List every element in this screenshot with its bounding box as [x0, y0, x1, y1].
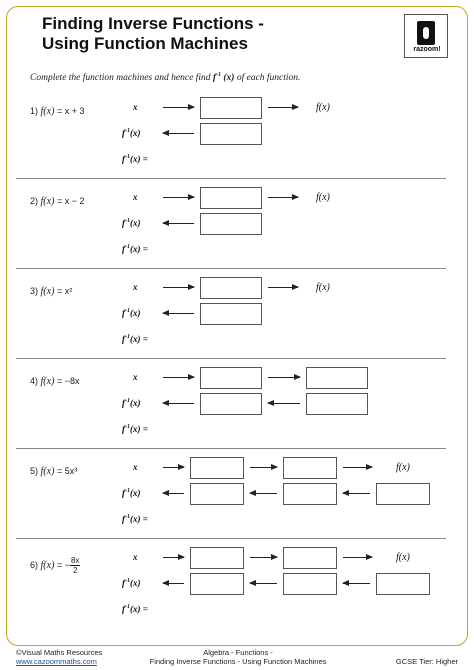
- question-function: f(x): [40, 376, 55, 387]
- inverse-machine-box[interactable]: [376, 573, 430, 595]
- question-label: [30, 196, 84, 207]
- forward-arrow: [250, 467, 277, 468]
- forward-arrow: [163, 377, 194, 378]
- finv-sup: -1: [125, 604, 130, 610]
- question-function: f(x): [40, 559, 55, 571]
- question-number: 1): [30, 106, 39, 116]
- question-rule: = 5x³: [56, 466, 78, 476]
- inverse-arrow: [250, 493, 277, 494]
- forward-arrow: [163, 197, 194, 198]
- footer-center: [130, 648, 346, 666]
- function-machine-box[interactable]: [200, 187, 262, 209]
- function-machine-box[interactable]: [190, 457, 244, 479]
- input-x-label: x: [133, 372, 138, 382]
- output-fx-label: f(x): [396, 552, 410, 563]
- finv-x: (x) =: [130, 244, 148, 254]
- input-x-label: x: [133, 192, 138, 202]
- question-fraction: [70, 556, 80, 575]
- finv-x: (x): [130, 398, 141, 408]
- forward-arrow: [250, 557, 277, 558]
- finv-sup: -1: [125, 578, 130, 584]
- finv-letter: f: [122, 578, 125, 588]
- instruction-mid: (x): [223, 73, 235, 84]
- forward-arrow: [163, 467, 184, 468]
- question-rule: = x + 3: [56, 106, 85, 116]
- footer-tier: GCSE Tier: Higher: [395, 657, 458, 666]
- cazoom-logo: [404, 14, 448, 58]
- inverse-arrow: [343, 583, 370, 584]
- function-machine-box[interactable]: [200, 97, 262, 119]
- cazoom-logo-icon: [417, 21, 435, 45]
- finv-sup: -1: [125, 308, 130, 314]
- question-label: [30, 556, 80, 575]
- finv-letter: f: [122, 244, 125, 254]
- finv-x: (x) =: [130, 604, 148, 614]
- inverse-answer-label: [122, 514, 148, 524]
- footer-topic: Algebra - Functions -: [203, 648, 273, 657]
- title-block: [16, 14, 406, 58]
- question-number: 2): [30, 196, 39, 206]
- inverse-machine-box[interactable]: [190, 483, 244, 505]
- input-x-label: x: [133, 282, 138, 292]
- inverse-arrow: [250, 583, 277, 584]
- question-label: [30, 466, 77, 477]
- inverse-answer-label: [122, 244, 148, 254]
- finv-sup: -1: [125, 424, 130, 430]
- finv-x: (x): [130, 578, 141, 588]
- instruction-prefix: Complete the function machines and hence find: [30, 73, 213, 84]
- footer-site-link[interactable]: www.cazoommaths.com: [16, 657, 97, 666]
- question-function: f(x): [40, 286, 55, 297]
- output-fx-label: f(x): [316, 282, 330, 293]
- finv-sup: -1: [125, 398, 130, 404]
- question-function: f(x): [40, 466, 55, 477]
- question-divider: [16, 448, 446, 449]
- question-rule-prefix: = −: [56, 559, 70, 570]
- finv-letter: f: [122, 424, 125, 434]
- inverse-machine-box[interactable]: [376, 483, 430, 505]
- forward-arrow: [268, 197, 298, 198]
- inverse-output-label: [122, 128, 141, 138]
- finv-letter: f: [122, 488, 125, 498]
- inverse-machine-box[interactable]: [190, 573, 244, 595]
- inverse-output-label: [122, 308, 141, 318]
- finv-x: (x): [130, 218, 141, 228]
- fraction-numerator: 8x: [70, 556, 80, 565]
- finv-sup: -1: [125, 514, 130, 520]
- finv-letter: f: [122, 154, 125, 164]
- finv-letter: f: [122, 308, 125, 318]
- finv-x: (x) =: [130, 424, 148, 434]
- input-x-label: x: [133, 462, 138, 472]
- inverse-arrow: [163, 583, 184, 584]
- question-label: [30, 286, 72, 297]
- inverse-arrow: [163, 133, 194, 134]
- inverse-answer-label: [122, 424, 148, 434]
- inverse-arrow: [163, 403, 194, 404]
- question-divider: [16, 268, 446, 269]
- question-number: 3): [30, 286, 39, 296]
- function-machine-box[interactable]: [306, 367, 368, 389]
- instruction-suffix: of each function.: [234, 73, 301, 84]
- forward-arrow: [163, 107, 194, 108]
- function-machine-box[interactable]: [283, 547, 337, 569]
- forward-arrow: [163, 557, 184, 558]
- inverse-output-label: [122, 488, 141, 498]
- question-divider: [16, 178, 446, 179]
- function-machine-box[interactable]: [190, 547, 244, 569]
- inverse-arrow: [343, 493, 370, 494]
- footer-subtopic: Finding Inverse Functions - Using Function Machines: [149, 657, 327, 666]
- input-x-label: x: [133, 102, 138, 112]
- input-x-label: x: [133, 552, 138, 562]
- inverse-machine-box[interactable]: [200, 123, 262, 145]
- question-divider: [16, 538, 446, 539]
- footer-left: [16, 648, 102, 666]
- function-machine-box[interactable]: [200, 277, 262, 299]
- page-title-line-2: Using Function Machines: [42, 34, 248, 53]
- question-label: [30, 106, 84, 117]
- question-number: 5): [30, 466, 39, 476]
- inverse-arrow: [268, 403, 300, 404]
- question-label: [30, 376, 79, 387]
- function-machine-box[interactable]: [283, 457, 337, 479]
- inverse-machine-box[interactable]: [306, 393, 368, 415]
- question-number: 6): [30, 559, 39, 570]
- output-fx-label: f(x): [396, 462, 410, 473]
- finv-letter: f: [122, 604, 125, 614]
- finv-x: (x) =: [130, 334, 148, 344]
- inverse-arrow: [163, 313, 194, 314]
- finv-sup: -1: [125, 488, 130, 494]
- question-function: f(x): [40, 196, 55, 207]
- inverse-answer-label: [122, 154, 148, 164]
- forward-arrow: [343, 467, 372, 468]
- question-rule: = x − 2: [56, 196, 85, 206]
- inverse-arrow: [163, 493, 184, 494]
- question-divider: [16, 358, 446, 359]
- fraction-denominator: 2: [72, 566, 78, 575]
- finv-sup: -1: [125, 218, 130, 224]
- forward-arrow: [268, 107, 298, 108]
- inverse-output-label: [122, 218, 141, 228]
- question-rule: = −8x: [56, 376, 80, 386]
- finv-x: (x): [130, 308, 141, 318]
- inverse-machine-box[interactable]: [283, 483, 337, 505]
- forward-arrow: [268, 377, 300, 378]
- finv-letter: f: [122, 334, 125, 344]
- question-function: f(x): [40, 106, 55, 117]
- finv-letter: f: [122, 398, 125, 408]
- inverse-machine-box[interactable]: [283, 573, 337, 595]
- inverse-output-label: [122, 398, 141, 408]
- finv-sup: -1: [125, 154, 130, 160]
- forward-arrow: [343, 557, 372, 558]
- logo-text: razoom!: [413, 46, 441, 53]
- inverse-machine-box[interactable]: [200, 213, 262, 235]
- finv-letter: f: [122, 128, 125, 138]
- forward-arrow: [163, 287, 194, 288]
- finv-sup: -1: [125, 334, 130, 340]
- footer: [0, 648, 474, 670]
- finv-x: (x) =: [130, 154, 148, 164]
- output-fx-label: f(x): [316, 192, 330, 203]
- output-fx-label: f(x): [316, 102, 330, 113]
- inverse-machine-box[interactable]: [200, 303, 262, 325]
- instruction-sup: -1: [216, 72, 222, 78]
- instruction-text: [30, 72, 300, 83]
- page-title-line-1: Finding Inverse Functions -: [42, 14, 264, 33]
- inverse-answer-label: [122, 334, 148, 344]
- finv-sup: -1: [125, 244, 130, 250]
- question-number: 4): [30, 376, 39, 386]
- question-rule: = x²: [56, 286, 73, 296]
- inverse-machine-box[interactable]: [200, 393, 262, 415]
- footer-copyright: ©Visual Maths Resources: [16, 648, 103, 657]
- inverse-answer-label: [122, 604, 148, 614]
- function-machine-box[interactable]: [200, 367, 262, 389]
- instruction-finv: f: [212, 73, 217, 84]
- inverse-output-label: [122, 578, 141, 588]
- inverse-arrow: [163, 223, 194, 224]
- finv-x: (x): [130, 488, 141, 498]
- finv-x: (x): [130, 128, 141, 138]
- finv-sup: -1: [125, 128, 130, 134]
- finv-letter: f: [122, 218, 125, 228]
- forward-arrow: [268, 287, 298, 288]
- finv-x: (x) =: [130, 514, 148, 524]
- finv-letter: f: [122, 514, 125, 524]
